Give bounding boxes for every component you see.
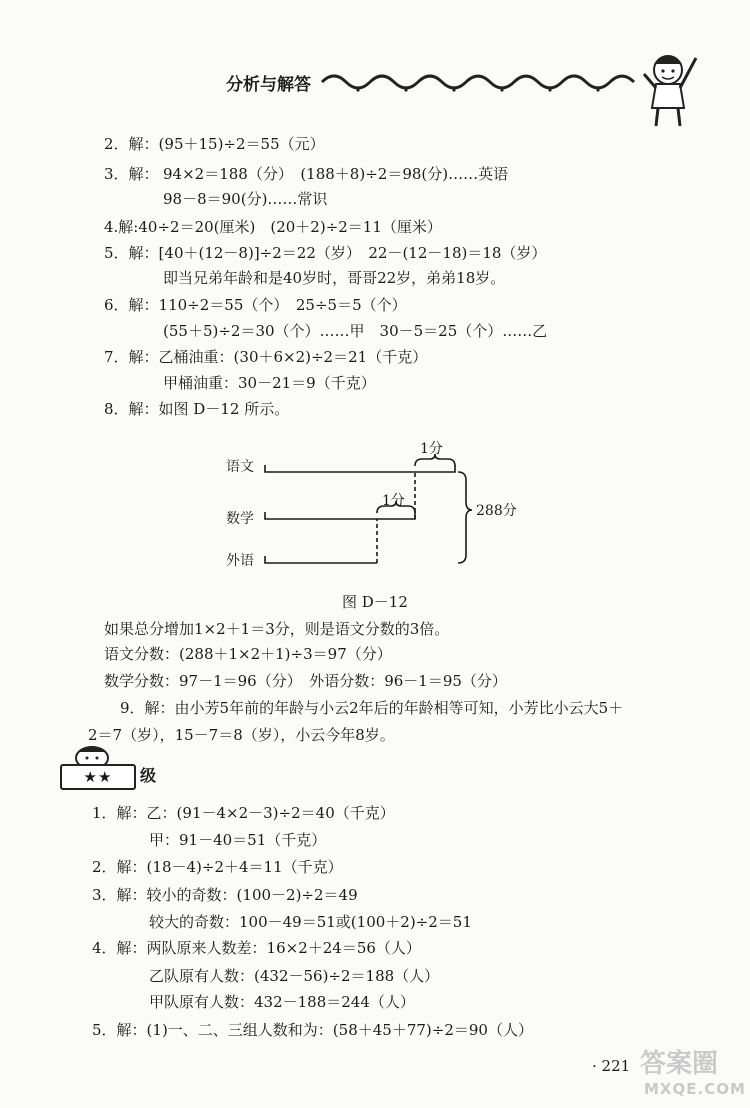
diagram-brace-mid-label: 1分 — [382, 493, 405, 509]
text-line: 甲桶油重：30－21＝9（千克） — [163, 374, 376, 392]
text-line: (55＋5)÷2＝30（个）……甲 30－5＝25（个）……乙 — [163, 322, 548, 340]
header-wave-decoration — [318, 66, 638, 96]
text-line: 9．解：由小芳5年前的年龄与小云2年后的年龄相等可知，小芳比小云大5＋ — [120, 699, 624, 717]
level-suffix: 级 — [140, 766, 157, 785]
text-line: 如果总分增加1×2＋1＝3分，则是语文分数的3倍。 — [104, 620, 450, 638]
text-line: 较大的奇数：100－49＝51或(100＋2)÷2＝51 — [149, 913, 472, 931]
level-stars: ★★ — [83, 768, 113, 786]
level-badge — [60, 764, 136, 790]
text-line: 2＝7（岁），15－7＝8（岁），小云今年8岁。 — [88, 726, 395, 744]
text-line: 6．解：110÷2＝55（个） 25÷5＝5（个） — [104, 296, 407, 314]
cartoon-kid-icon — [638, 44, 702, 130]
header-title: 分析与解答 — [226, 75, 311, 95]
text-line: 乙队原有人数：(432－56)÷2＝188（人） — [149, 967, 440, 985]
diagram-total-label: 288分 — [476, 503, 517, 519]
text-line: 3．解： — [104, 165, 159, 183]
text-line: 98－8＝90(分)……常识 — [163, 190, 328, 208]
diagram-label-waiyu: 外语 — [226, 553, 254, 569]
text-line: 1．解：乙：(91－4×2－3)÷2＝40（千克） — [92, 804, 395, 822]
diagram-brace-top-label: 1分 — [420, 441, 443, 457]
text-line: 甲：91－40＝51（千克） — [149, 831, 327, 849]
text-line: 4．解：两队原来人数差：16×2＋24＝56（人） — [92, 939, 421, 957]
watermark-top: 答案圈 — [640, 1049, 719, 1079]
text-line: 4.解:40÷2＝20(厘米) (20＋2)÷2＝11（厘米） — [104, 218, 442, 236]
text-line: 3．解：较小的奇数：(100－2)÷2＝49 — [92, 886, 358, 904]
diagram-label-shuxue: 数学 — [226, 511, 254, 527]
diagram-label-yuwen: 语文 — [226, 459, 254, 475]
text-line: 语文分数：(288＋1×2＋1)÷3＝97（分） — [104, 645, 392, 663]
text-line: 数学分数：97－1＝96（分） 外语分数：96－1＝95（分） — [104, 672, 507, 690]
text-line: 94×2＝188（分） (188＋8)÷2＝98(分)……英语 — [163, 165, 509, 183]
diagram-d12 — [0, 440, 480, 590]
text-line: 2．解：(95＋15)÷2＝55（元） — [104, 135, 325, 153]
text-line: 5．解：[40＋(12－8)]÷2＝22（岁） 22－(12－18)＝18（岁） — [104, 244, 547, 262]
text-line: 5．解：(1)一、二、三组人数和为：(58＋45＋77)÷2＝90（人） — [92, 1021, 533, 1039]
text-line: 即当兄弟年龄和是40岁时，哥哥22岁，弟弟18岁。 — [163, 269, 506, 287]
diagram-caption: 图 D－12 — [342, 593, 408, 611]
text-line: 7．解：乙桶油重：(30＋6×2)÷2＝21（千克） — [104, 348, 428, 366]
text-line: 甲队原有人数：432－188＝244（人） — [149, 993, 415, 1011]
text-line: 2．解：(18－4)÷2＋4＝11（千克） — [92, 858, 343, 876]
text-line: 8．解：如图 D－12 所示。 — [104, 400, 290, 418]
page-number: · 221 — [592, 1057, 631, 1075]
watermark-bottom: MXQE.COM — [644, 1080, 746, 1098]
